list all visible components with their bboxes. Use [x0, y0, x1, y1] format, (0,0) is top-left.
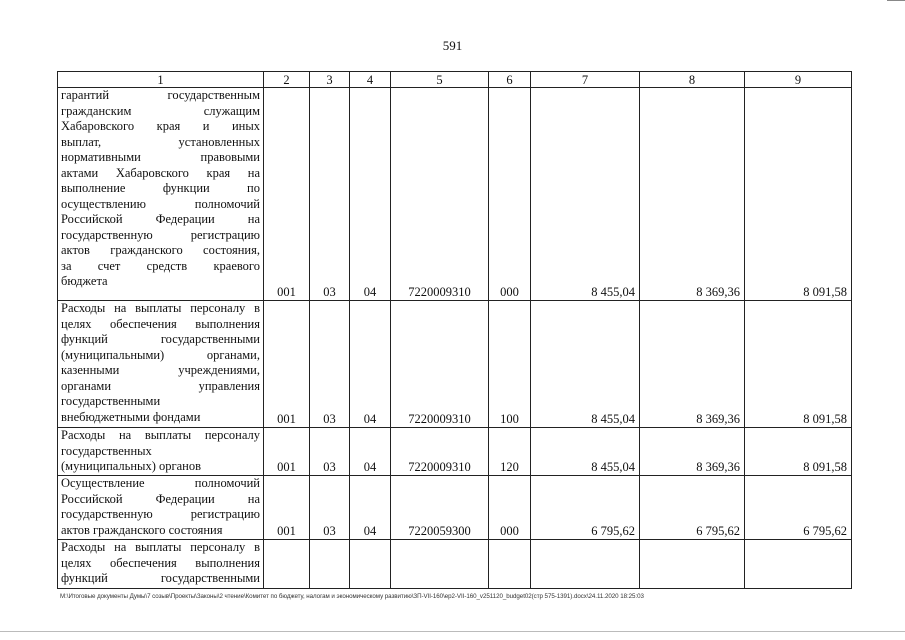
description-line: органами управления [61, 378, 260, 393]
page-number: 591 [442, 38, 463, 53]
amount-cell: 8 369,36 [640, 428, 745, 476]
description-line: актов гражданского состояния, [61, 243, 260, 257]
description-line: Расходы на выплаты персоналу [61, 428, 260, 442]
admin-code: 001 [264, 301, 310, 428]
amount-cell: 6 795,62 [640, 476, 745, 540]
amount-cell: 8 369,36 [640, 88, 745, 301]
amount-cell: 8 091,58 [745, 428, 852, 476]
row-description [58, 301, 264, 428]
expense-type-code: 120 [489, 428, 531, 476]
target-article-code: 7220059300 [391, 476, 489, 540]
admin-code: 001 [264, 428, 310, 476]
description-line: внебюджетными фондами [61, 409, 201, 424]
target-article-code: 7220009310 [391, 301, 489, 428]
amount-cell: 8 369,36 [640, 301, 745, 428]
header-cell: 3 [310, 72, 350, 88]
section-code: 03 [310, 88, 350, 301]
target-article-code [391, 540, 489, 589]
description-line: осуществлению полномочий [61, 196, 260, 211]
description-line: выполнение функции по [61, 181, 260, 195]
amount-cell: 8 455,04 [531, 88, 640, 301]
table-row [58, 540, 852, 589]
section-code: 03 [310, 428, 350, 476]
description-line: Хабаровского края и иных [61, 119, 260, 133]
description-line: нормативными правовыми [61, 150, 260, 164]
description-line: функций государственными [61, 332, 260, 346]
header-row [58, 72, 852, 88]
admin-code [264, 540, 310, 589]
section-code [310, 540, 350, 589]
expense-type-code: 000 [489, 88, 531, 301]
description-line: функций государственными [61, 571, 260, 585]
description-line: Расходы на выплаты персоналу в [61, 301, 260, 315]
budget-table [57, 71, 852, 589]
description-line: Расходы на выплаты персоналу в [61, 540, 260, 554]
row-description [58, 476, 264, 540]
subsection-code: 04 [350, 476, 391, 540]
scan-edge-line [0, 631, 905, 632]
table-row [58, 476, 852, 540]
header-cell: 4 [350, 72, 391, 88]
footer-file-path: M:\Итоговые документы Думы\7 созыв\Проекты\Законы\2 чтение\Комитет по бюджету, налогам и экономическому развитию\ЗП-VII-160\ер2-VII-160_v251120_budget02(стр 575-1391).docx\24.11.2020 18:25:03 [60, 593, 644, 600]
description-line: гарантий государственным [61, 88, 260, 102]
description-line: казенными учреждениями, [61, 363, 260, 377]
expense-type-code: 100 [489, 301, 531, 428]
expense-type-code: 000 [489, 476, 531, 540]
row-description [58, 540, 264, 589]
description-line: государственными [61, 394, 161, 408]
amount-cell: 8 455,04 [531, 428, 640, 476]
header-cell: 7 [531, 72, 640, 88]
target-article-code: 7220009310 [391, 88, 489, 301]
header-cell: 6 [489, 72, 531, 88]
description-line: Осуществление полномочий [61, 476, 260, 490]
description-line: гражданским служащим [61, 103, 260, 118]
admin-code: 001 [264, 88, 310, 301]
amount-cell: 8 091,58 [745, 88, 852, 301]
description-line: выплат, установленных [61, 134, 260, 149]
description-line: государственную регистрацию [61, 227, 260, 242]
section-code: 03 [310, 476, 350, 540]
header-cell: 5 [391, 72, 489, 88]
description-line: актов гражданского состояния [61, 522, 223, 537]
table-row [58, 88, 852, 301]
description-line: бюджета [61, 274, 108, 288]
description-line: целях обеспечения выполнения [61, 555, 260, 570]
description-line: (муниципальными) органами, [61, 347, 260, 362]
description-line: целях обеспечения выполнения [61, 316, 260, 331]
description-line: государственных [61, 443, 152, 458]
header-cell: 9 [745, 72, 852, 88]
header-cell: 2 [264, 72, 310, 88]
subsection-code: 04 [350, 301, 391, 428]
description-line: за счет средств краевого [61, 258, 260, 273]
table-row [58, 301, 852, 428]
subsection-code: 04 [350, 428, 391, 476]
table-row [58, 428, 852, 476]
amount-cell [531, 540, 640, 589]
row-description [58, 88, 264, 301]
scan-edge-mark [887, 0, 905, 1]
description-line: государственную регистрацию [61, 507, 260, 521]
admin-code: 001 [264, 476, 310, 540]
amount-cell [640, 540, 745, 589]
amount-cell: 6 795,62 [745, 476, 852, 540]
description-line: (муниципальных) органов [61, 459, 202, 473]
description-line: Российской Федерации на [61, 212, 260, 226]
amount-cell: 8 455,04 [531, 301, 640, 428]
amount-cell [745, 540, 852, 589]
row-description [58, 428, 264, 476]
subsection-code: 04 [350, 88, 391, 301]
header-cell: 1 [58, 72, 264, 88]
description-line: актами Хабаровского края на [61, 165, 260, 180]
subsection-code [350, 540, 391, 589]
amount-cell: 8 091,58 [745, 301, 852, 428]
expense-type-code [489, 540, 531, 589]
header-cell: 8 [640, 72, 745, 88]
description-line: Российской Федерации на [61, 491, 260, 506]
section-code: 03 [310, 301, 350, 428]
target-article-code: 7220009310 [391, 428, 489, 476]
amount-cell: 6 795,62 [531, 476, 640, 540]
